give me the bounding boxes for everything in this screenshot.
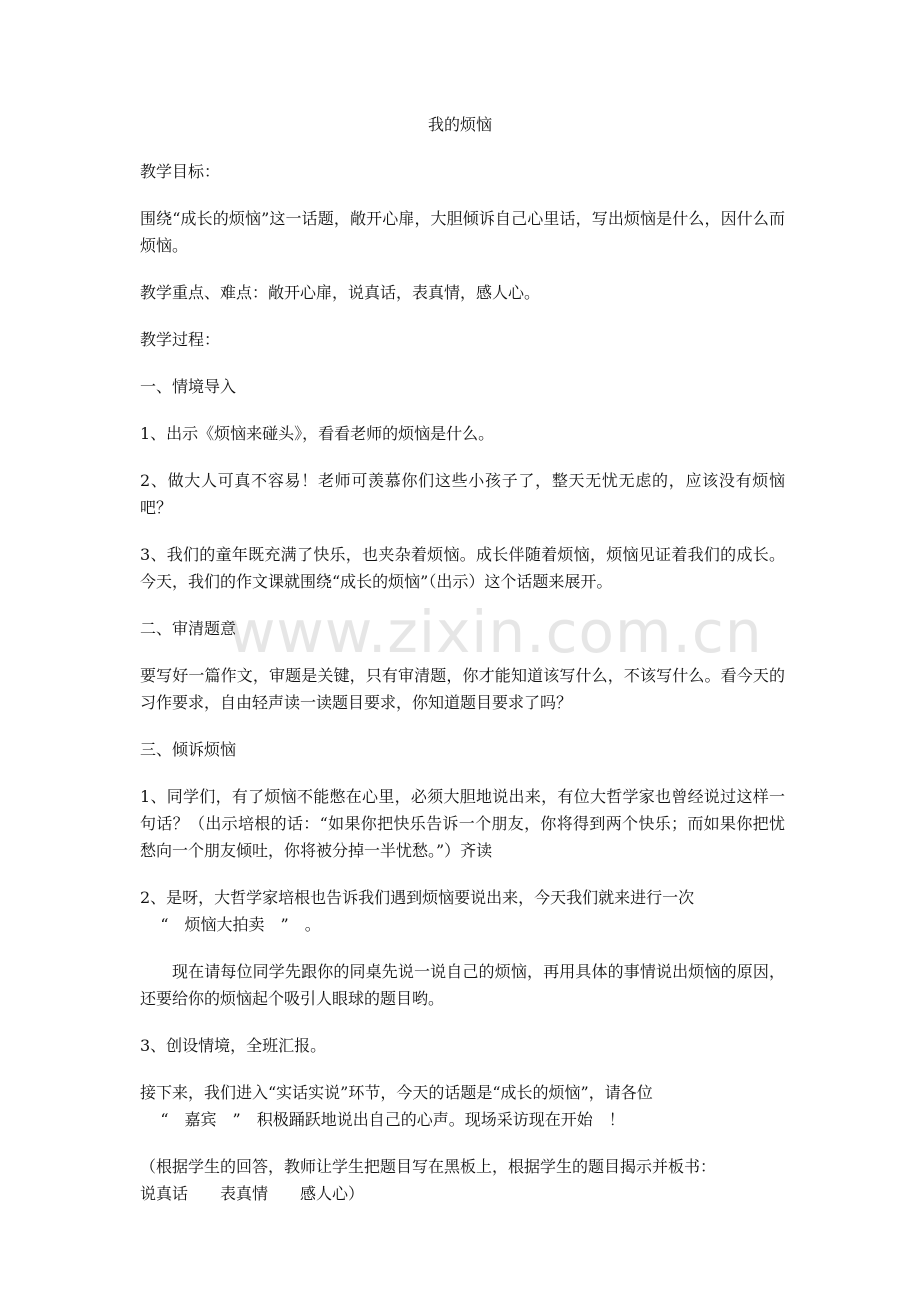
section-heading-confide: 三、倾诉烦恼 — [140, 740, 237, 759]
paragraph-line-indented — [140, 915, 160, 934]
paragraph — [140, 884, 785, 938]
paragraph: 1、出示《烦恼来碰头》，看看老师的烦恼是什么。 — [140, 424, 495, 443]
document-body — [140, 158, 785, 1227]
watermark-text: www.zixin.com.cn — [228, 598, 763, 666]
page-title: 我的烦恼 — [427, 115, 492, 134]
objectives-heading: 教学目标： — [140, 162, 221, 181]
key-points: 教学重点、难点：敞开心扉，说真话，表真情，感人心。 — [140, 283, 541, 302]
paragraph-line: 接下来，我们进入“实话实说”环节，今天的话题是“成长的烦恼”，请各位 — [140, 1083, 653, 1102]
process-heading: 教学过程： — [140, 330, 221, 349]
paragraph — [140, 1079, 785, 1133]
paragraph-line: “ 嘉宾 ” 积极踊跃地说出自己的心声。现场采访现在开始 ！ — [160, 1110, 625, 1129]
section-heading-intro: 一、情境导入 — [140, 377, 237, 396]
paragraph: 3、我们的童年既充满了快乐，也夹杂着烦恼。成长伴随着烦恼，烦恼见证着我们的成长。今天，我们的作文课就围绕“成长的烦恼”（出示）这个话题来展开。 — [140, 545, 785, 591]
paragraph: 3、创设情境，全班汇报。 — [140, 1036, 327, 1055]
paragraph-line: “ 烦恼大拍卖 ” 。 — [160, 915, 321, 934]
paragraph: 现在请每位同学先跟你的同桌先说一说自己的烦恼，再用具体的事情说出烦恼的原因，还要给你的烦恼起个吸引人眼球的题目哟。 — [140, 962, 785, 1008]
paragraph: 2、做大人可真不容易！老师可羡慕你们这些小孩子了，整天无忧无虑的，应该没有烦恼吧？ — [140, 471, 785, 517]
paragraph: 1、同学们，有了烦恼不能憋在心里，必须大胆地说出来，有位大哲学家也曾经说过这样一句话？（出示培根的话：“如果你把快乐告诉一个朋友，你将得到两个快乐；而如果你把忧愁向一个朋友倾吐，你将被分掉一半忧愁。”）齐读 — [140, 787, 785, 860]
paragraph-line: （根据学生的回答，教师让学生把题目写在黑板上，根据学生的题目揭示并板书： — [140, 1157, 717, 1176]
objectives-text: 围绕“成长的烦恼”这一话题，敞开心扉，大胆倾诉自己心里话，写出烦恼是什么，因什么而烦恼。 — [140, 209, 785, 255]
paragraph-line: 说真话 表真情 感人心） — [140, 1184, 365, 1203]
paragraph-line-indented — [140, 1110, 160, 1129]
paragraph: 要写好一篇作文，审题是关键，只有审清题，你才能知道该写什么，不该写什么。看今天的习作要求，自由轻声读一读题目要求，你知道题目要求了吗？ — [140, 666, 785, 712]
paragraph-line: 2、是呀，大哲学家培根也告诉我们遇到烦恼要说出来，今天我们就来进行一次 — [140, 888, 695, 907]
paragraph — [140, 1153, 785, 1207]
section-heading-topic: 二、审清题意 — [140, 619, 237, 638]
